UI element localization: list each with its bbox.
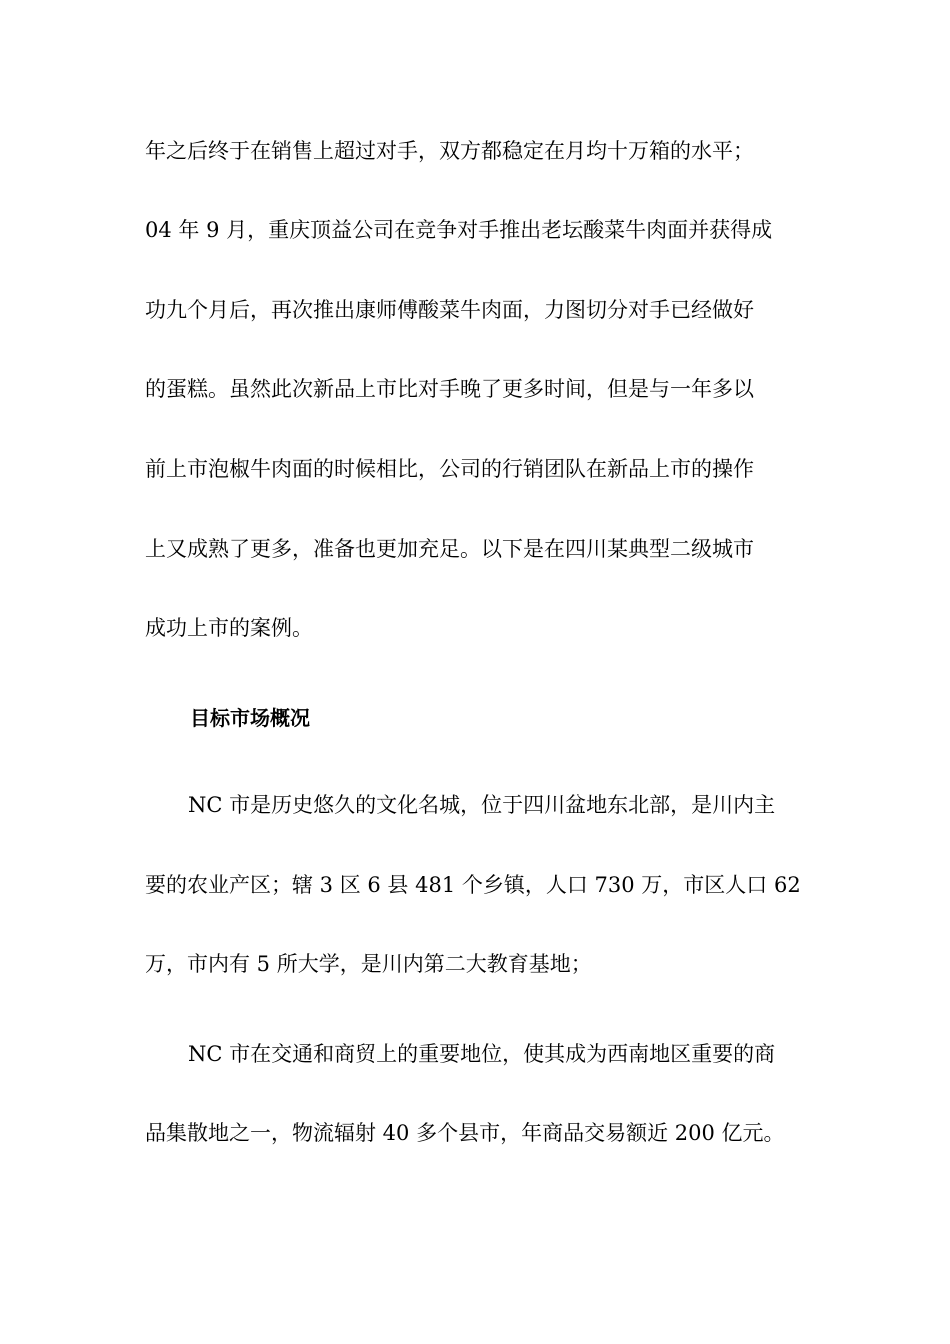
paragraph-2-line-1: NC 市是历史悠久的文化名城，位于四川盆地东北部，是川内主 (188, 793, 776, 817)
paragraph-1-line-3: 功九个月后，再次推出康师傅酸菜牛肉面，力图切分对手已经做好 (145, 298, 754, 322)
paragraph-1-line-2: 04 年 9 月，重庆顶益公司在竞争对手推出老坛酸菜牛肉面并获得成 (145, 218, 773, 242)
paragraph-1-line-1: 年之后终于在销售上超过对手，双方都稳定在月均十万箱的水平； (145, 139, 754, 163)
paragraph-1-line-4: 的蛋糕。虽然此次新品上市比对手晚了更多时间，但是与一年多以 (145, 377, 754, 401)
paragraph-2-line-2: 要的农业产区；辖 3 区 6 县 481 个乡镇，人口 730 万，市区人口 62 (145, 873, 801, 897)
paragraph-2-line-3: 万，市内有 5 所大学，是川内第二大教育基地； (145, 952, 592, 976)
paragraph-3-line-2: 品集散地之一，物流辐射 40 多个县市，年商品交易额近 200 亿元。 (145, 1121, 785, 1145)
paragraph-3-line-1: NC 市在交通和商贸上的重要地位，使其成为西南地区重要的商 (188, 1042, 776, 1066)
paragraph-1-line-5: 前上市泡椒牛肉面的时候相比，公司的行销团队在新品上市的操作 (145, 457, 754, 481)
paragraph-1-line-6: 上又成熟了更多，准备也更加充足。以下是在四川某典型二级城市 (145, 537, 754, 561)
paragraph-1-line-7: 成功上市的案例。 (145, 616, 313, 640)
section-heading: 目标市场概况 (190, 706, 310, 730)
